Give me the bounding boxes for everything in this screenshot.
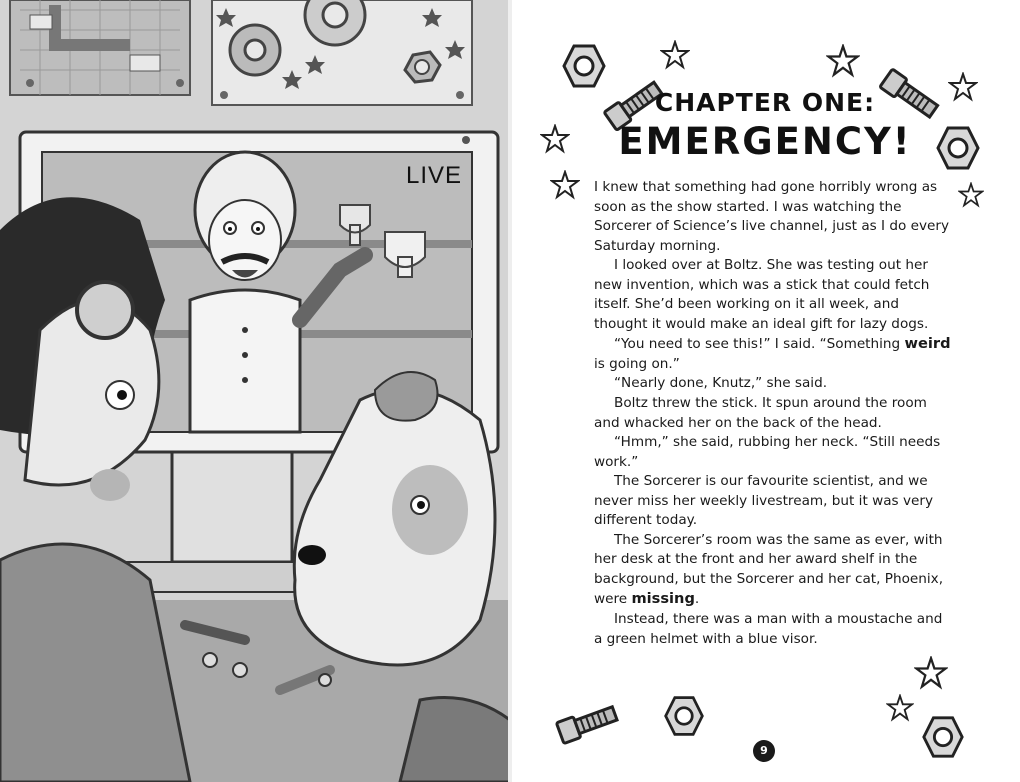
text-page bbox=[510, 0, 1020, 782]
chapter-number: CHAPTER ONE: bbox=[654, 88, 876, 117]
paragraph: “Hmm,” she said, rubbing her neck. “Still needs work.” bbox=[594, 434, 941, 470]
paragraph: The Sorcerer is our favourite scientist, and we never miss her weekly livestream, but it was very different today. bbox=[594, 473, 934, 529]
star-icon bbox=[660, 40, 690, 70]
emphasis-word: weird bbox=[904, 335, 951, 353]
live-label: LIVE bbox=[406, 162, 463, 189]
blueprint-poster bbox=[10, 0, 190, 95]
paragraph: Boltz threw the stick. It spun around the room and whacked her on the back of the head. bbox=[594, 395, 927, 431]
page-number: 9 bbox=[753, 740, 775, 762]
star-icon bbox=[886, 694, 914, 722]
paragraph: I knew that something had gone horribly wrong as soon as the show started. I was watching the Sorcerer of Science’s live channel, just as I do every Saturday morning. bbox=[594, 179, 950, 254]
bolt-icon bbox=[552, 692, 624, 752]
paragraph: The Sorcerer’s room was the same as ever, with her desk at the front and her award shelf in the background, but the Sorcerer and her cat, Phoenix, were missing. bbox=[594, 531, 944, 608]
paragraph: “You need to see this!” I said. “Something weird is going on.” bbox=[594, 335, 951, 372]
paragraph: Instead, there was a man with a moustache and a green helmet with a blue visor. bbox=[594, 611, 943, 647]
emphasis-word: missing bbox=[631, 590, 695, 608]
story-text bbox=[594, 178, 954, 649]
hex-nut-icon bbox=[662, 694, 706, 738]
gears-poster bbox=[212, 0, 472, 105]
paragraph: I looked over at Boltz. She was testing out her new invention, which was a stick that could fetch itself. She’d been working on it all week, and thought it would make an ideal gift for lazy dogs. bbox=[594, 257, 930, 332]
page-gutter bbox=[508, 0, 512, 782]
chapter-title: EMERGENCY! bbox=[618, 120, 912, 163]
star-icon bbox=[826, 44, 860, 78]
star-icon bbox=[958, 182, 984, 208]
paragraph: “Nearly done, Knutz,” she said. bbox=[614, 375, 828, 392]
hex-nut-icon bbox=[920, 714, 966, 760]
star-icon bbox=[550, 170, 580, 200]
star-icon bbox=[914, 656, 948, 690]
